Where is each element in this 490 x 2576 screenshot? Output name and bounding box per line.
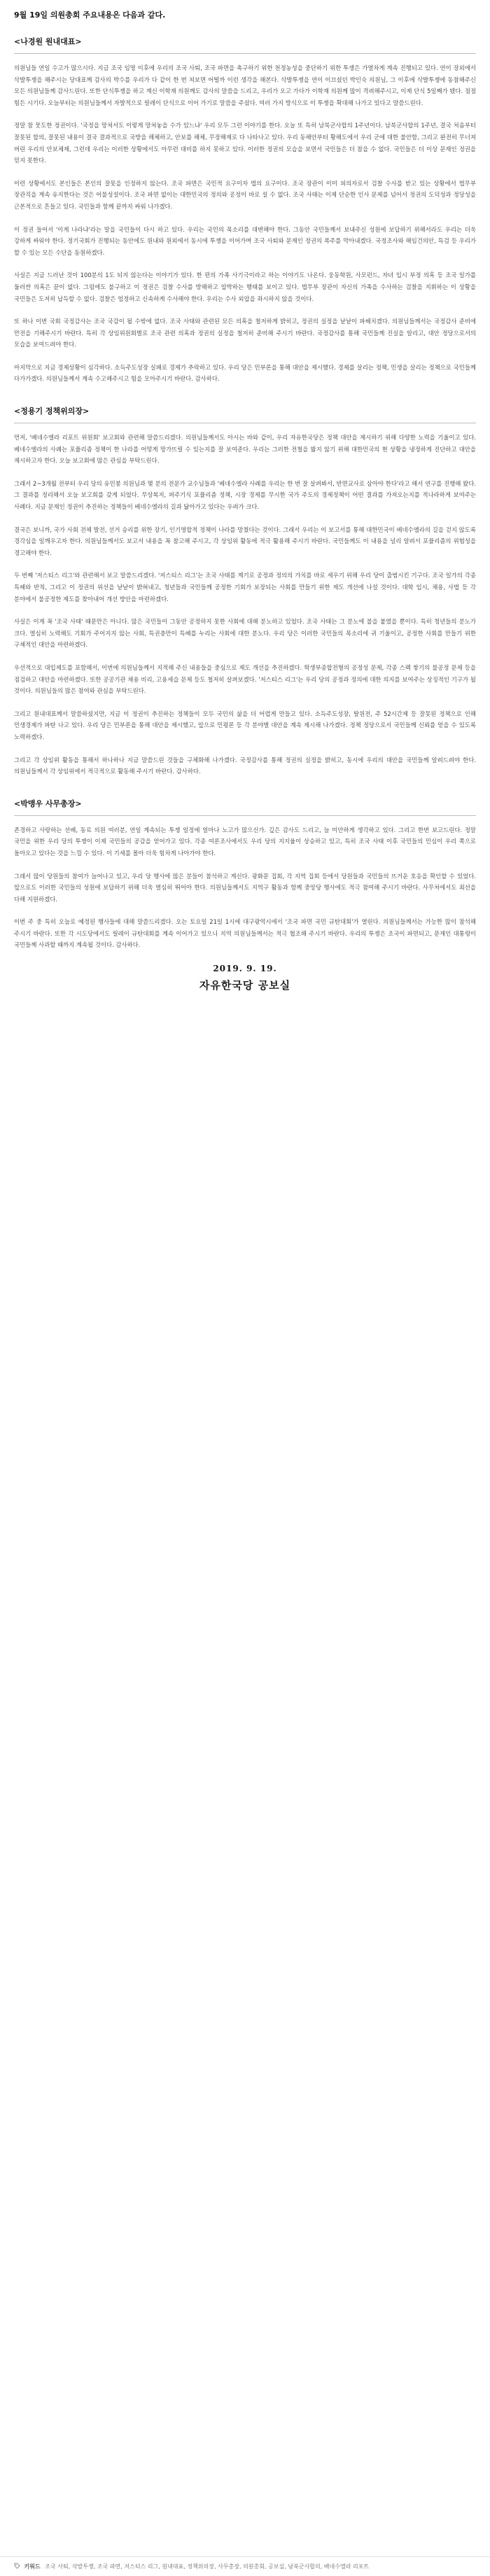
paragraph: 두 번째 '저스티스 리그'와 관련해서 보고 말씀드리겠다. '저스티스 리그'는 조국 사태를 계기로 공정과 정의의 가치를 바로 세우기 위해 우리 당이 출범시킨 기구다. 조국 일가의 각종 특혜와 반칙, 그리고 이 정권의 위선을 낱낱이 밝혀내고, 청년들과 국민들께 공정한 기회가 보장되는 사회를 만들기 위한 제도 개선에 나설 것이다. 대학 입시, 채용, 사법 등 각 분야에서 불공정한 제도를 찾아내어 개선 방안을 마련하겠다.: [14, 572, 476, 603]
paragraph: 그리고 각 상임위 활동을 통해서 하나하나 지금 말씀드린 것들을 구체화해 나가겠다. 국정감사를 통해 정권의 실정을 밝히고, 동시에 우리의 대안을 국민들께 알려드려야 한다. 의원님들께서 각 상임위에서 적극적으로 활동해 주시기 바란다. 감사하다.: [14, 756, 476, 775]
paragraph: 이 정권 들어서 '이게 나라냐'라는 말을 국민들이 다시 하고 있다. 우리는 국민의 목소리를 대변해야 한다. 그동안 국민들께서 보내주신 성원에 보답하기 위해서라도 우리는 더욱 강하게 싸워야 한다. 정기국회가 진행되는 동안에도 원내와 원외에서 동시에 투쟁을 이어가며 조국 사퇴와 문재인 정권의 폭주를 막아내겠다. 국정조사와 해임건의안, 특검 등 우리가 할 수 있는 모든 수단을 동원하겠다.: [14, 225, 476, 256]
section-divider: [14, 815, 476, 816]
section-title-floor-leader: <나경원 원내대표>: [14, 37, 82, 46]
paragraph: 존경하고 사랑하는 선배, 동료 의원 여러분, 연일 계속되는 투쟁 일정에 얼마나 노고가 많으신가. 깊은 감사도 드리고, 늘 미안하게 생각하고 있다. 그리고 한번 보고드린다. 정말 국민을 위한 우리 당의 투쟁이 이제 국민들의 공감을 얻어가고 있다. 각종 여론조사에서도 우리 당의 지지율이 상승하고 있고, 특히 조국 사태 이후 국민들의 민심이 우리 쪽으로 돌아오고 있다는 것을 느낄 수 있다. 이 기세를 몰아 더욱 힘차게 나아가야 한다.: [14, 826, 476, 857]
paragraph: 또 하나 이번 국회 국정감사는 조국 국감이 될 수밖에 없다. 조국 사태와 관련된 모든 의혹을 철저하게 밝히고, 정권의 실정을 낱낱이 파헤치겠다. 의원님들께서는 국정감사 준비에 만전을 기해주시기 바란다. 특히 각 상임위원회별로 조국 관련 의혹과 정권의 실정을 철저히 준비해 주시기 바란다. 국정감사를 통해 국민들께 진실을 알리고, 대안 정당으로서의 모습을 보여드려야 한다.: [14, 318, 476, 349]
section-floor-leader: [14, 36, 476, 385]
paragraph: 이번 주 중 특히 오늘로 예정된 행사들에 대해 말씀드리겠다. 오는 토요일 21일 1시에 대구광역시에서 '조국 파면 국민 규탄대회'가 열린다. 의원님들께서는 가능한 많이 참석해 주시기 바란다. 또한 각 시도당에서도 릴레이 규탄대회를 계속 이어가고 있으니 지역 의원님들께서는 적극 협조해 주시기 바란다. 우리의 투쟁은 조국이 파면되고, 문재인 대통령이 국민들께 사과할 때까지 계속될 것이다. 감사하다.: [14, 918, 476, 949]
paragraph: 그리고 원내대표께서 말씀하셨지만, 지금 이 정권이 추진하는 정책들이 모두 국민의 삶을 더 어렵게 만들고 있다. 소득주도성장, 탈원전, 주 52시간제 등 잘못된 정책으로 인해 민생경제가 파탄 나고 있다. 우리 당은 민부론을 통해 대안을 제시했고, 앞으로 민평론 등 각 분야별 대안을 계속 제시해 나가겠다. 정책 정당으로서 국민들께 신뢰를 얻을 수 있도록 노력하겠다.: [14, 710, 476, 740]
issuing-office: 자유한국당 공보실: [199, 979, 291, 992]
paragraph: 의원님들 연일 수고가 많으시다. 지금 조국 임명 이후에 우리의 조국 사퇴, 조국 파면을 촉구하기 위한 천정농성을 중단하기 위한 투쟁은 가열차게 계속 진행되고 있다. 연이 장외에서 삭발투쟁을 해주시는 당대표께 감사의 박수를 우리가 다 같이 한 번 쳐보면 어떨까 이런 생각을 해본다. 삭발투쟁을 연이 이끄셨던 박인숙 의원님, 그 이후에 삭발투쟁에 동참해주신 모든 의원님들께 감사드린다. 또한 단식투쟁을 하고 계신 이학재 의원께도 감사의 말씀을 드리고, 우리가 오고 가다가 이학재 의원께 많이 격려해주시고, 이제 단식 5일째가 됐다. 점점 힘든 시기다. 오늘부터는 의원님들께서 자발적으로 릴레이 단식으로 이어 가기로 말씀을 주셨다. 여러 가지 방식으로 이 투쟁을 확대해 나가고 있다고 말씀드린다.: [14, 64, 476, 106]
section-spacer: [14, 789, 476, 798]
tag-icon: [14, 2563, 20, 2569]
keyword-list[interactable]: 조국 사퇴, 삭발투쟁, 조국 파면, 저스티스 리그, 원내대표, 정책위의장, 사무총장, 의원총회, 공보실, 남북군사합의, 베네수엘라 리포트: [45, 2563, 370, 2570]
paragraph: 이런 상황에서도 본인들은 본인의 잘못을 인정하지 않는다. 조국 파면은 국민적 요구이자 법의 요구이다. 조국 장관이 이미 피의자로서 검찰 수사를 받고 있는 상황에서 법무부 장관직을 계속 유지한다는 것은 어불성설이다. 조국 파면 없이는 대한민국의 정의와 공정이 바로 설 수 없다. 조국 사태는 이제 단순한 인사 문제를 넘어서 정권의 도덕성과 정당성을 근본적으로 흔들고 있다. 국민들과 함께 끝까지 싸워 나가겠다.: [14, 179, 476, 210]
paragraph: 먼저, '베네수엘라 리포트 위원회' 보고회와 관련해 말씀드리겠다. 의원님들께서도 아시는 바와 같이, 우리 자유한국당은 정책 대안을 제시하기 위해 다양한 노력을 기울이고 있다. 베네수엘라의 사례는 포퓰리즘 정책이 한 나라를 어떻게 망가뜨릴 수 있는지를 잘 보여준다. 우리는 그러한 전철을 밟지 않기 위해 대한민국의 현 상황을 냉정하게 진단하고 대안을 제시하고자 한다. 오늘 보고회에 많은 관심을 부탁드린다.: [14, 434, 476, 465]
keyword-label: 키워드: [24, 2563, 41, 2570]
paragraph: 우선적으로 대입제도를 포함해서, 이번에 의원님들께서 지적해 주신 내용들을 중심으로 제도 개선을 추진하겠다. 학생부종합전형의 공정성 문제, 각종 스펙 쌓기의 불공정 문제 등을 점검하고 대안을 마련하겠다. 또한 공공기관 채용 비리, 고용세습 문제 등도 철저히 살펴보겠다. '저스티스 리그'는 우리 당의 공정과 정의에 대한 의지를 보여주는 상징적인 기구가 될 것이다. 의원님들의 많은 참여와 관심을 부탁드린다.: [14, 663, 476, 695]
section-policy-chief: [14, 406, 476, 777]
paragraph: 그래서 2~3개월 전부터 우리 당의 유민봉 의원님과 몇 분의 전문가 교수님들과 '베네수엘라 사례를 우리는 한 번 잘 살펴봐서, 반면교사로 삼아야 한다'라고 해서 연구를 진행해 왔다. 그 결과를 정리해서 오늘 보고회를 갖게 되었다. 무상복지, 퍼주기식 포퓰리즘 정책, 시장 경제를 무시한 국가 주도의 경제정책이 어떤 결과를 가져오는지를 적나라하게 보여주는 사례다. 지금 문재인 정권이 추진하는 정책들이 베네수엘라의 길과 닮아가고 있다는 우려가 크다.: [14, 479, 476, 511]
paragraph: 사실은 이게 꼭 '조국 사태' 때문만은 아니다. 많은 국민들이 그동안 공정하지 못한 사회에 대해 분노하고 있었다. 조국 사태는 그 분노에 불을 붙였을 뿐이다. 특히 청년들의 분노가 크다. 열심히 노력해도 기회가 주어지지 않는 사회, 특권층만이 특혜를 누리는 사회에 대한 분노다. 우리 당은 이러한 국민들의 목소리에 귀 기울이고, 공정한 사회를 만들기 위한 구체적인 대안을 마련하겠다.: [14, 618, 476, 649]
paragraph: 사실은 지금 드러난 것이 100분의 1도 되지 않는다는 이야기가 있다. 한 편의 가족 사기극이라고 하는 이야기도 나온다. 웅동학원, 사모펀드, 자녀 입시 부정 의혹 등 조국 일가를 둘러싼 의혹은 끝이 없다. 그럼에도 불구하고 이 정권은 검찰 수사를 방해하고 압박하는 행태를 보이고 있다. 법무부 장관이 자신의 가족을 수사하는 검찰을 지휘하는 이 상황을 국민들은 도저히 납득할 수 없다. 검찰은 엄정하고 신속하게 수사해야 한다. 우리는 수사 외압을 좌시하지 않을 것이다.: [14, 272, 476, 302]
section-secretary-general: [14, 798, 476, 951]
section-title-secretary-general: <박맹우 사무총장>: [14, 798, 82, 808]
paragraph: 마지막으로 지금 경제상황이 심각하다. 소득주도성장 실패로 경제가 추락하고 있다. 우리 당은 민부론을 통해 대안을 제시했다. 경제를 살리는 정책, 민생을 살리는 정책으로 국민들께 다가가겠다. 의원님들께서 계속 수고해주시고 힘을 모아주시기 바란다. 감사하다.: [14, 363, 476, 383]
section-divider: [14, 53, 476, 54]
paragraph: 그래서 많이 당원들의 참여가 늘어나고 있고, 우리 당 행사에 많은 분들이 참석하고 계신다. 광화문 집회, 각 지역 집회 등에서 당원들과 국민들의 뜨거운 호응을 확인할 수 있었다. 앞으로도 이러한 국민들의 성원에 보답하기 위해 더욱 열심히 뛰어야 한다. 의원님들께서도 지역구 활동과 함께 중앙당 행사에도 적극 참여해 주시기 바란다. 사무처에서도 최선을 다해 지원하겠다.: [14, 872, 476, 903]
release-date: 2019. 9. 19.: [213, 964, 277, 974]
intro-line: 9월 19일 의원총회 주요내용은 다음과 같다.: [14, 10, 166, 20]
paragraph: 결국은 보니까, 국가 사회 전체 발전, 선거 승리를 위한 장기, 인기영합적 정책이 나라를 망쳤다는 것이다. 그래서 우리는 이 보고서를 통해 대한민국이 베네수엘라의 길을 걷지 않도록 경각심을 일깨우고자 한다. 의원님들께서도 보고서 내용을 꼭 참고해 주시고, 각 상임위 활동에 적극 활용해 주시기 바란다. 국민들께도 이 내용을 널리 알려서 포퓰리즘의 위험성을 경고해야 한다.: [14, 526, 476, 556]
paragraph: 정말 참 뭇도한 정권이다. '국정을 망쳐서도 이렇게 망쳐놓을 수가 있느냐' 우리 모두 그런 이야기를 한다. 오늘 또 특히 남북군사합의 1주년이다. 남북군사합의 1주년, 결국 처음부터 잘못된 합의, 잘못된 내용이 결국 결과적으로 국방을 해체하고, 안보를 해체, 무장해제로 다 나타나고 있다. 우리 동해안부터 황해도에서 우리 군에 대한 불안함, 그리고 완전히 무너져 버린 우리의 안보체제, 그런데 우리는 이러한 상황에서도 아무런 대비를 하지 못하고 있다. 이러한 정권의 모습을 보면서 국민들은 더 참을 수 없다. 국민들은 더 이상 문재인 정권을 믿지 못한다.: [14, 122, 476, 164]
section-spacer: [14, 396, 476, 406]
section-title-policy-chief: <정용기 정책위의장>: [14, 407, 90, 416]
keyword-tags: [0, 2556, 490, 2570]
